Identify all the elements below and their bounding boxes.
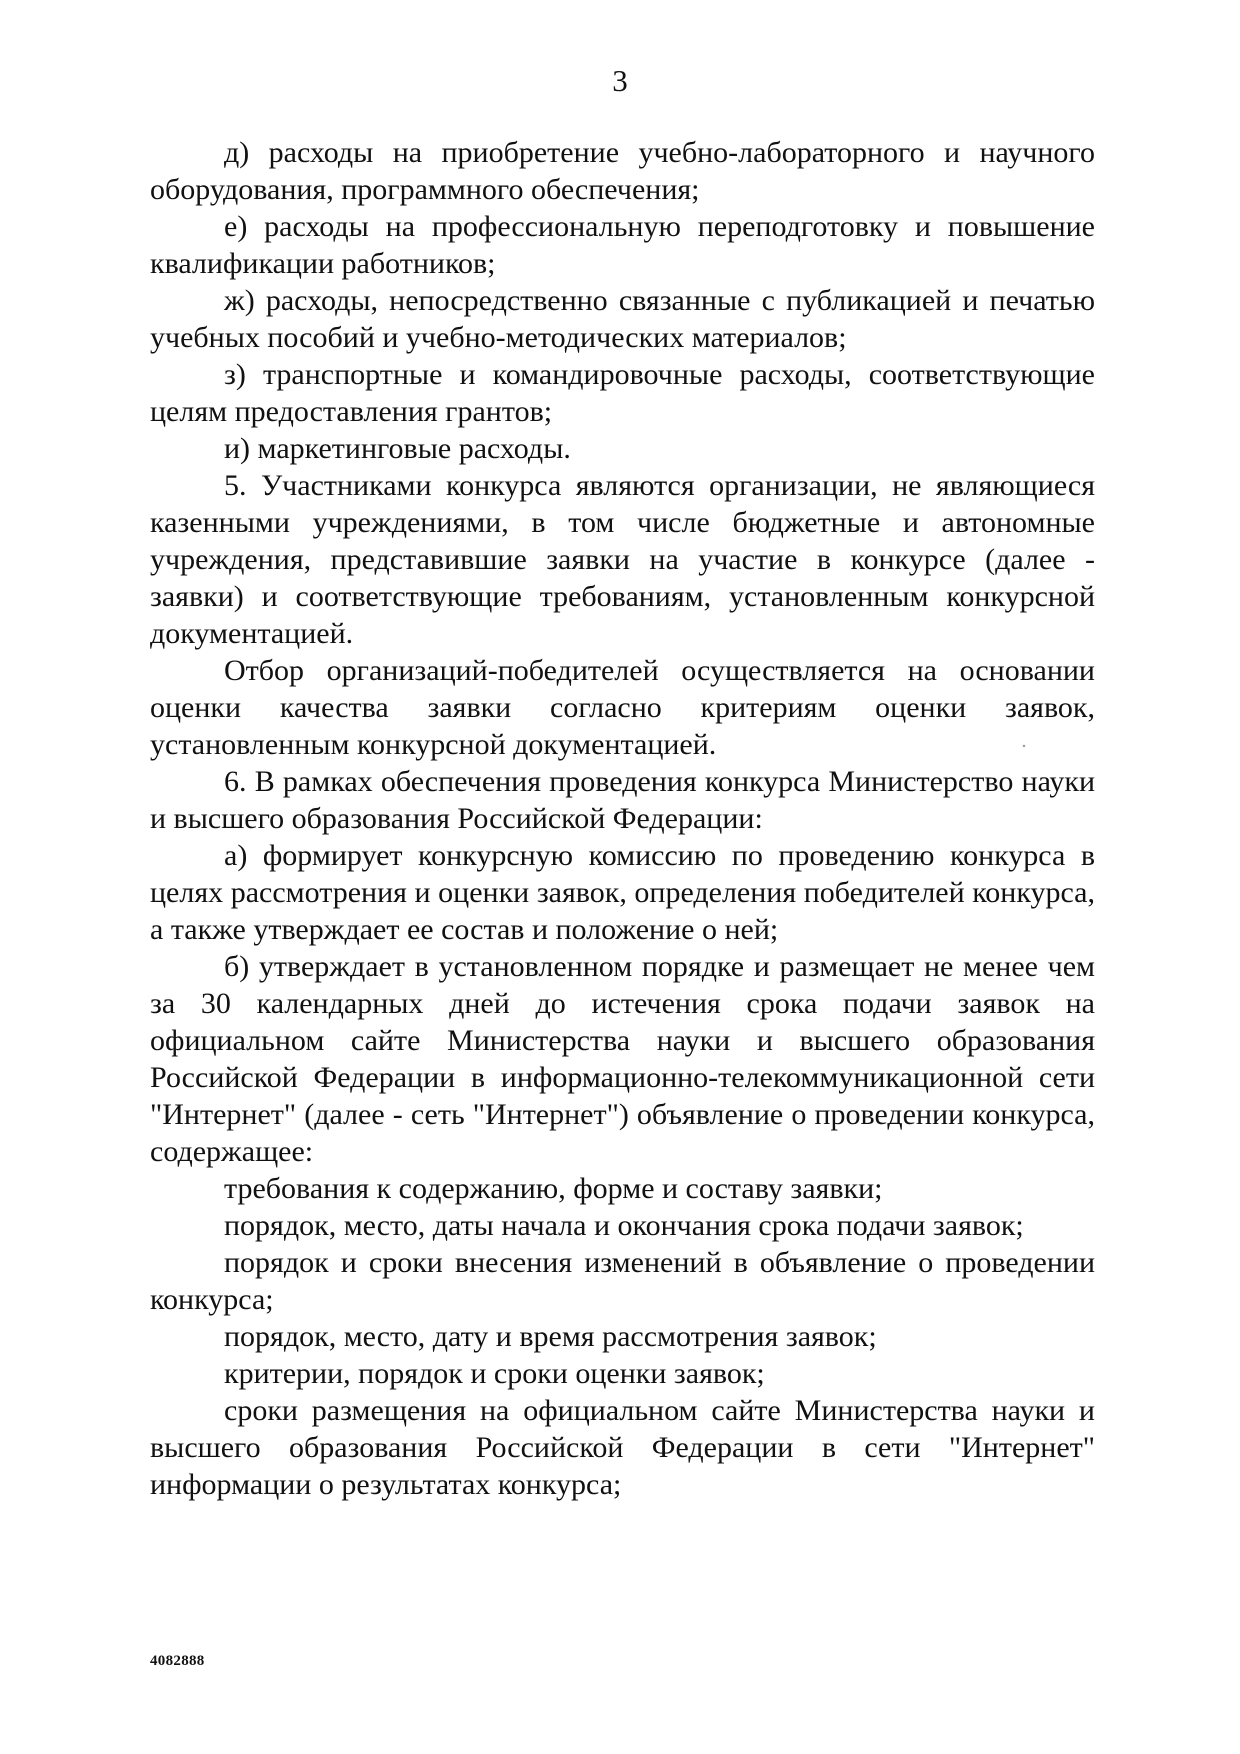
paragraph-amendments: порядок и сроки внесения изменений в объявление о проведении конкурса;: [150, 1246, 1095, 1316]
scan-speck-mark: [1022, 744, 1026, 748]
paragraph-results-publication: сроки размещения на официальном сайте Министерства науки и высшего образования Российской Федерации в сети "Интернет" информации о результатах конкурса;: [150, 1394, 1095, 1501]
paragraph-submission-terms: порядок, место, даты начала и окончания срока подачи заявок;: [224, 1209, 1024, 1242]
document-body: [150, 134, 1095, 1503]
paragraph-evaluation-criteria: критерии, порядок и сроки оценки заявок;: [224, 1357, 765, 1390]
page-number: 3: [612, 63, 628, 98]
paragraph-item-e: е) расходы на профессиональную переподготовку и повышение квалификации работников;: [150, 210, 1095, 280]
paragraph-item-i: и) маркетинговые расходы.: [224, 432, 571, 465]
paragraph-item-z: з) транспортные и командировочные расходы, соответствующие целям предоставления грантов;: [150, 358, 1095, 428]
paragraph-requirements: требования к содержанию, форме и составу заявки;: [224, 1172, 883, 1205]
paragraph-item-zh: ж) расходы, непосредственно связанные с публикацией и печатью учебных пособий и учебно-методических материалов;: [150, 284, 1095, 354]
paragraph-clause-5: 5. Участниками конкурса являются организации, не являющиеся казенными учреждениями, в том числе бюджетные и автономные учреждения, представившие заявки на участие в конкурсе (далее - заявки) и соответствующие требованиям, установленным конкурсной документацией.: [150, 469, 1095, 650]
paragraph-review-schedule: порядок, место, дату и время рассмотрения заявок;: [224, 1320, 877, 1353]
paragraph-winner-selection: Отбор организаций-победителей осуществляется на основании оценки качества заявки согласно критериям оценки заявок, установленным конкурсной документацией.: [150, 654, 1095, 761]
paragraph-item-d: д) расходы на приобретение учебно-лабораторного и научного оборудования, программного обеспечения;: [150, 136, 1095, 206]
paragraph-clause-6b: б) утверждает в установленном порядке и размещает не менее чем за 30 календарных дней до истечения срока подачи заявок на официальном сайте Министерства науки и высшего образования Российской Федерации в информационно-телекоммуникационной сети "Интернет" (далее - сеть "Интернет") объявление о проведении конкурса, содержащее:: [150, 950, 1095, 1168]
paragraph-clause-6: 6. В рамках обеспечения проведения конкурса Министерство науки и высшего образования Российской Федерации:: [150, 765, 1095, 835]
document-code: 4082888: [150, 1653, 205, 1669]
paragraph-clause-6a: а) формирует конкурсную комиссию по проведению конкурса в целях рассмотрения и оценки заявок, определения победителей конкурса, а также утверждает ее состав и положение о ней;: [150, 839, 1095, 946]
